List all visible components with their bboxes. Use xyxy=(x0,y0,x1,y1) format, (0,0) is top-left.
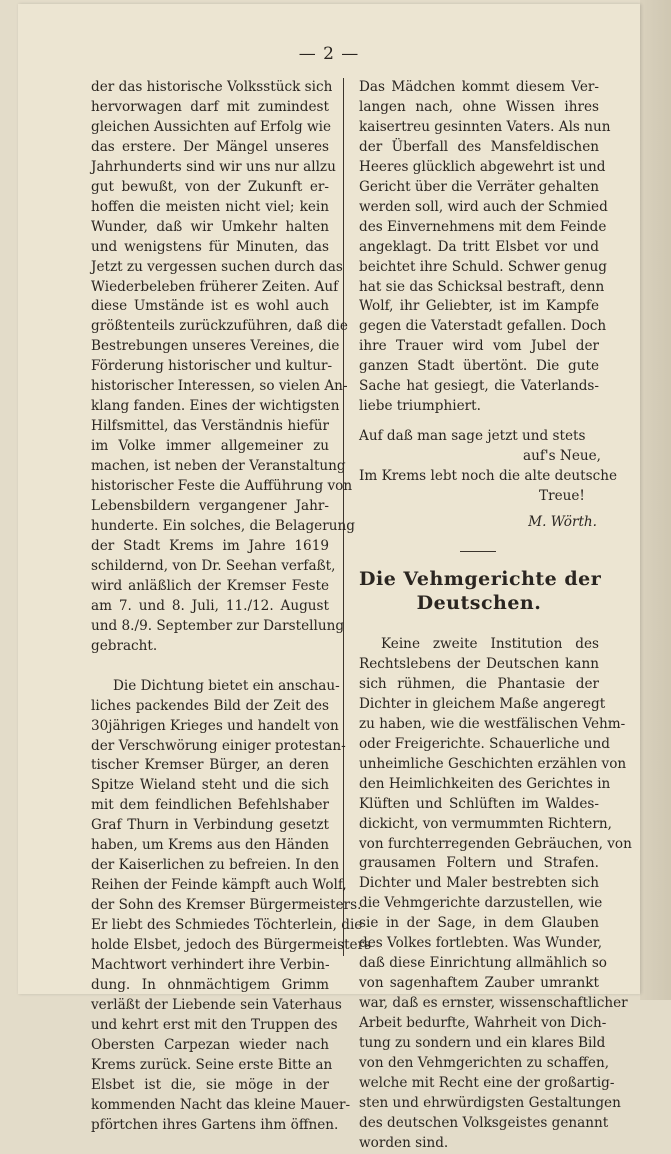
text-line: Obersten Carpezan wieder nach xyxy=(91,1036,329,1053)
text-line: und 8./9. September zur Darstellung xyxy=(91,617,345,634)
text-line: haben, um Krems aus den Händen xyxy=(91,837,330,854)
text-line: machen, ist neben der Veranstaltung xyxy=(91,458,346,475)
author-signature: M. Wörth. xyxy=(528,514,597,531)
text-line: das erstere. Der Mängel unseres xyxy=(91,138,329,155)
text-line: gut bewußt, von der Zukunft er- xyxy=(91,178,329,195)
text-line: klang fanden. Eines der wichtigsten xyxy=(91,398,340,415)
text-line: verläßt der Liebende sein Vaterhaus xyxy=(91,996,342,1013)
text-line: Klüften und Schlüften im Waldes- xyxy=(359,795,599,812)
text-line: Die Dichtung bietet ein anschau- xyxy=(113,677,340,694)
text-line: Keine zweite Institution des xyxy=(381,635,599,652)
text-line: ganzen Stadt übertönt. Die gute xyxy=(359,358,599,375)
text-line: Er liebt des Schmiedes Töchterlein, die xyxy=(91,917,363,934)
text-line: welche mit Recht eine der großartig- xyxy=(359,1074,615,1091)
text-line: sten und ehrwürdigsten Gestaltungen xyxy=(359,1094,621,1111)
verse-line: Im Krems lebt noch die alte deutsche xyxy=(359,468,618,485)
text-line: kommenden Nacht das kleine Mauer- xyxy=(91,1096,351,1113)
text-line: die Vehmgerichte darzustellen, wie xyxy=(359,895,603,912)
text-line: Lebensbildern vergangener Jahr- xyxy=(91,498,329,515)
text-line: der das historische Volksstück sich xyxy=(91,79,333,95)
text-line: Graf Thurn in Verbindung gesetzt xyxy=(91,817,329,834)
text-line: des Einvernehmens mit dem Feinde xyxy=(359,218,607,235)
left-paragraph-2 xyxy=(91,677,372,1136)
text-line: Förderung historischer und kultur- xyxy=(91,358,333,375)
text-line: sie in der Sage, in dem Glauben xyxy=(359,915,599,932)
text-line: Das Mädchen kommt diesem Ver- xyxy=(359,79,599,95)
text-line: Krems zurück. Seine erste Bitte an xyxy=(91,1056,333,1073)
text-line: beichtet ihre Schuld. Schwer genug xyxy=(359,258,607,275)
text-line: Dichter in gleichem Maße angeregt xyxy=(359,695,606,712)
text-line: ihre Trauer wird vom Jubel der xyxy=(359,338,599,355)
left-paragraph-1 xyxy=(91,78,355,657)
text-line: Rechtslebens der Deutschen kann xyxy=(359,655,599,672)
text-line: Jahrhunderts sind wir uns nur allzu xyxy=(91,158,336,175)
text-line: dung. In ohnmächtigem Grimm xyxy=(91,976,329,993)
text-line: Wolf, ihr Geliebter, ist im Kampfe xyxy=(359,298,599,315)
text-line: oder Freigerichte. Schauerliche und xyxy=(359,735,610,752)
text-line: im Volke immer allgemeiner zu xyxy=(91,438,329,455)
text-line: kaisertreu gesinnten Vaters. Als nun xyxy=(359,118,611,135)
text-line: langen nach, ohne Wissen ihres xyxy=(359,98,599,115)
text-line: sich rühmen, die Phantasie der xyxy=(359,675,599,692)
text-line: angeklagt. Da tritt Elsbet vor und xyxy=(359,238,599,255)
verse-line: Treue! xyxy=(539,488,585,505)
text-line: gegen die Vaterstadt gefallen. Doch xyxy=(359,318,607,335)
text-line: historischer Interessen, so vielen An- xyxy=(91,378,348,395)
page-edge xyxy=(640,0,671,1000)
column-divider xyxy=(343,78,344,956)
text-line: 30jährigen Krieges und handelt von xyxy=(91,717,339,734)
verse xyxy=(359,427,618,507)
text-line: gleichen Aussichten auf Erfolg wie xyxy=(91,118,332,135)
text-line: und wenigstens für Minuten, das xyxy=(91,238,329,255)
text-line: der Überfall des Mansfeldischen xyxy=(359,138,599,155)
text-line: tung zu sondern und ein klares Bild xyxy=(359,1035,606,1052)
text-line: wird anläßlich der Kremser Feste xyxy=(91,577,329,594)
left-column xyxy=(91,78,372,1136)
text-line: schildernd, von Dr. Seehan verfaßt, xyxy=(91,557,336,574)
text-line: Reihen der Feinde kämpft auch Wolf, xyxy=(91,877,347,894)
text-line: werden soll, wird auch der Schmied xyxy=(359,198,608,215)
text-line: von furchterregenden Gebräuchen, von xyxy=(359,835,632,852)
text-line: des Volkes fortlebten. Was Wunder, xyxy=(359,935,603,952)
verse-line: auf's Neue, xyxy=(523,448,601,465)
text-line: am 7. und 8. Juli, 11./12. August xyxy=(91,597,329,614)
text-line: der Sohn des Kremser Bürgermeisters. xyxy=(91,897,362,914)
text-line: Machtwort verhindert ihre Verbin- xyxy=(91,956,330,973)
text-line: Heeres glücklich abgewehrt ist und xyxy=(359,158,606,175)
text-line: der Kaiserlichen zu befreien. In den xyxy=(91,857,340,874)
section-rule xyxy=(460,551,496,552)
verse-line: Auf daß man sage jetzt und stets xyxy=(359,428,586,445)
text-line: Bestrebungen unseres Vereines, die xyxy=(91,338,340,355)
text-line: Wunder, daß wir Umkehr halten xyxy=(91,218,329,235)
text-line: Gericht über die Verräter gehalten xyxy=(359,178,599,195)
text-line: historischer Feste die Aufführung von xyxy=(91,478,353,495)
text-line: holde Elsbet, jedoch des Bürgermeisters xyxy=(91,937,372,954)
article-body xyxy=(359,635,632,1154)
text-line: hunderte. Ein solches, die Belagerung xyxy=(91,517,355,534)
text-line: hervorwagen darf mit zumindest xyxy=(91,98,329,115)
right-paragraph-1 xyxy=(359,78,611,417)
text-line: hat sie das Schicksal bestraft, denn xyxy=(359,278,605,295)
text-line: der Stadt Krems im Jahre 1619 xyxy=(91,537,329,554)
text-line: liches packendes Bild der Zeit des xyxy=(91,697,329,714)
text-line: von den Vehmgerichten zu schaffen, xyxy=(359,1054,610,1071)
text-line: pförtchen ihres Gartens ihm öffnen. xyxy=(91,1116,339,1133)
right-column xyxy=(359,78,632,1154)
heading-line: Die Vehmgerichte der xyxy=(359,567,602,590)
text-line: hoffen die meisten nicht viel; kein xyxy=(91,198,329,215)
text-line: diese Umstände ist es wohl auch xyxy=(91,298,329,315)
text-line: worden sind. xyxy=(359,1134,449,1151)
text-line: den Heimlichkeiten des Gerichtes in xyxy=(359,775,611,792)
text-line: Spitze Wieland steht und die sich xyxy=(91,777,329,794)
document-page xyxy=(18,4,640,1151)
text-line: liebe triumphiert. xyxy=(359,398,481,415)
text-line: tischer Kremser Bürger, an deren xyxy=(91,757,329,774)
text-line: und kehrt erst mit den Truppen des xyxy=(91,1016,338,1033)
text-line: dickicht, von vermummten Richtern, xyxy=(359,815,612,832)
text-line: Elsbet ist die, sie möge in der xyxy=(91,1076,329,1093)
text-line: Sache hat gesiegt, die Vaterlands- xyxy=(359,378,599,395)
text-line: gebracht. xyxy=(91,637,158,654)
text-line: grausamen Foltern und Strafen. xyxy=(359,855,599,872)
text-line: zu haben, wie die westfälischen Vehm- xyxy=(359,715,626,732)
paragraph-gap xyxy=(91,657,329,677)
text-line: größtenteils zurückzuführen, daß die xyxy=(91,318,348,335)
text-line: war, daß es ernster, wissenschaftlicher xyxy=(359,995,628,1012)
article-heading xyxy=(359,567,602,615)
text-line: Dichter und Maler bestrebten sich xyxy=(359,875,599,892)
heading-line: Deutschen. xyxy=(416,591,542,614)
text-line: Arbeit bedurfte, Wahrheit von Dich- xyxy=(359,1015,607,1032)
text-line: mit dem feindlichen Befehlshaber xyxy=(91,797,329,814)
text-line: des deutschen Volksgeistes genannt xyxy=(359,1114,609,1131)
text-line: daß diese Einrichtung allmählich so xyxy=(359,955,607,972)
text-line: Jetzt zu vergessen suchen durch das xyxy=(91,258,343,275)
text-line: Wiederbeleben früherer Zeiten. Auf xyxy=(91,278,339,295)
page-number: — 2 — xyxy=(298,44,360,64)
text-line: unheimliche Geschichten erzählen von xyxy=(359,755,627,772)
text-line: der Verschwörung einiger protestan- xyxy=(91,737,346,754)
text-line: von sagenhaftem Zauber umrankt xyxy=(359,975,599,992)
text-line: Hilfsmittel, das Verständnis hiefür xyxy=(91,418,329,435)
